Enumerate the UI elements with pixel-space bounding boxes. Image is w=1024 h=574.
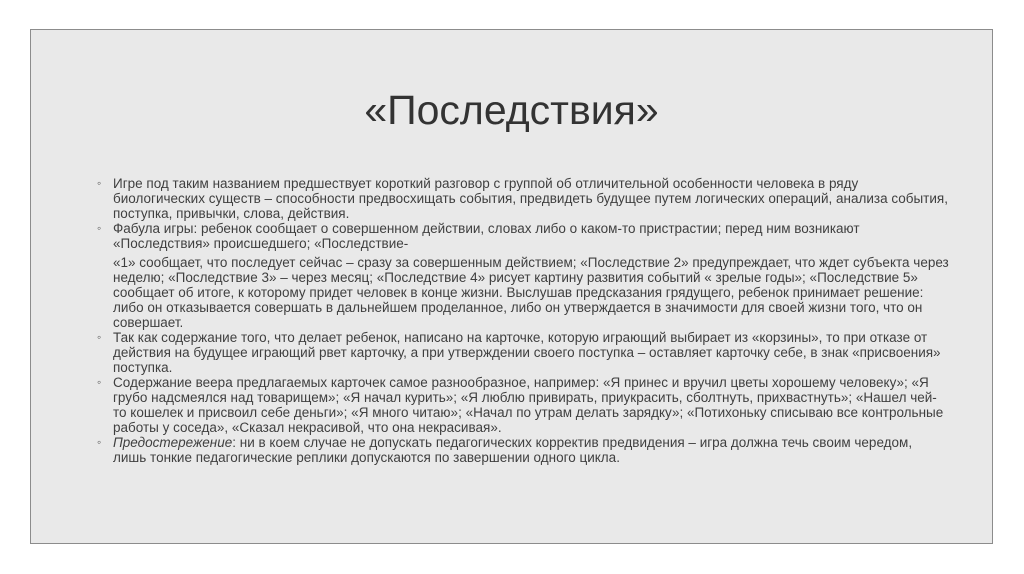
bullet-item-warning — [97, 435, 949, 465]
slide-content — [97, 176, 949, 465]
bullet-item-examples — [97, 375, 949, 435]
bullet-item-card — [97, 330, 949, 375]
bullet-text: Содержание веера предлагаемых карточек самое разнообразное, например: «Я принес и вручил цветы хорошему человеку»; «Я грубо надсмеялся над товарищем»; «Я начал курить»; «Я люблю привирать, приукрасить, сболтнуть, прихвастнуть»; «Нашел чей-то кошелек и присвоил себе деньги»; «Я много читаю»; «Начал по утрам делать зарядку»; «Потихоньку списываю все контрольные работы у соседа», «Сказал некрасивой, что она некрасивая». — [113, 375, 944, 435]
paragraph-consequences — [97, 255, 949, 330]
bullet-item-plot — [97, 221, 949, 251]
bullet-item-intro — [97, 176, 949, 221]
bullet-text: : ни в коем случае не допускать педагогических корректив предвидения – игра должна течь своим чередом, лишь тонкие педагогические реплики допускаются по завершении одного цикла. — [113, 435, 913, 465]
bullet-text: Так как содержание того, что делает ребенок, написано на карточке, которую играющий выбирает из «корзины», то при отказе от действия на будущее играющий рвет карточку, а при утверждении своего поступка – оставляет карточку себе, в знак «присвоения» поступка. — [113, 330, 941, 375]
slide-title: «Последствия» — [364, 87, 659, 133]
warning-label: Предостережение — [113, 435, 233, 450]
slide — [30, 29, 993, 544]
paragraph-text: «1» сообщает, что последует сейчас – сразу за совершенным действием; «Последствие 2» предупреждает, что ждет субъекта через неделю; «Последствие 3» – через месяц; «Последствие 4» рисует картину развития событий « зрелые годы»; «Последствие 5» сообщает об итоге, к которому придет человек в конце жизни. Выслушав предсказания грядущего, ребенок принимает решение: либо он отказывается совершать в дальнейшем проделанное, либо он утверждается в значимости для своей жизни того, что он совершает. — [113, 255, 949, 330]
bullet-text: Фабула игры: ребенок сообщает о совершенном действии, словах либо о каком-то пристрастии; перед ним возникают «Последствия» происшедшего; «Последствие- — [113, 221, 860, 251]
bullet-text: Игре под таким названием предшествует короткий разговор с группой об отличительной особенности человека в ряду биологических существ – способности предвосхищать события, предвидеть будущее путем логических операций, анализа события, поступка, привычки, слова, действия. — [113, 176, 948, 221]
